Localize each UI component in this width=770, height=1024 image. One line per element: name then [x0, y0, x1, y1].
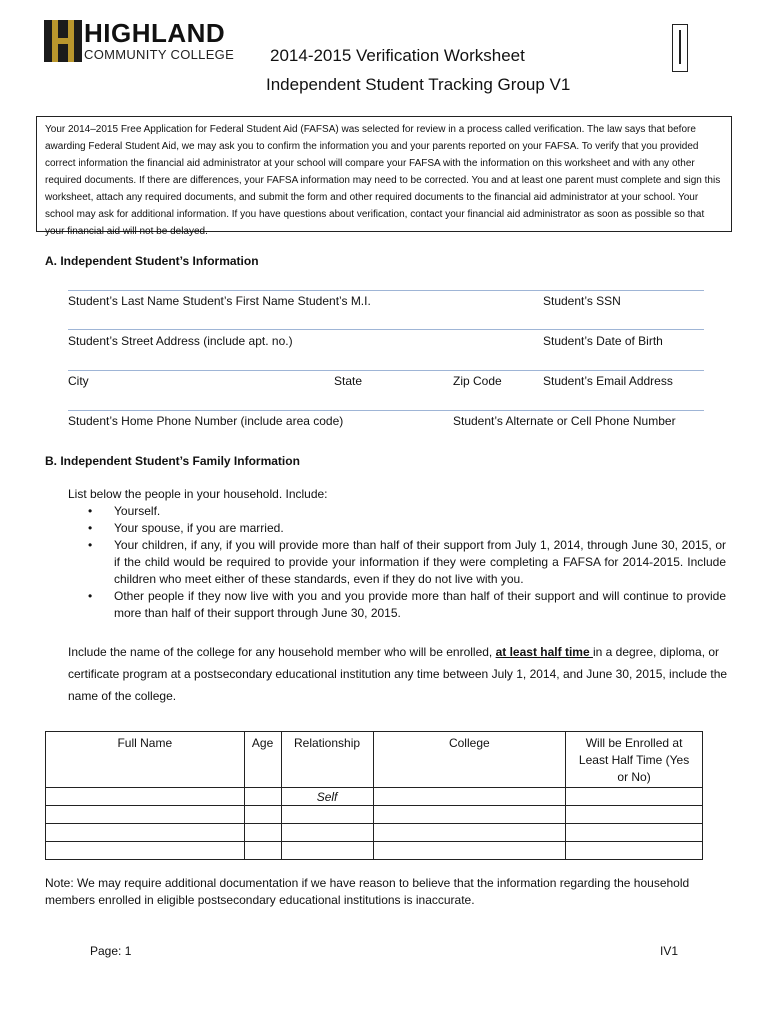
address-label: Student’s Street Address (include apt. no.) — [68, 334, 293, 348]
column-header-full-name: Full Name — [46, 732, 245, 788]
city-field-line[interactable] — [68, 370, 704, 371]
household-bullet-list — [86, 503, 726, 622]
bullet-item: • Yourself. — [86, 503, 726, 520]
email-label: Student’s Email Address — [543, 374, 673, 388]
state-label: State — [334, 374, 363, 388]
household-list-intro: List below the people in your household. Include: — [68, 487, 328, 501]
name-field-line[interactable] — [68, 290, 704, 291]
table-row — [46, 806, 703, 824]
phone-label: Student’s Home Phone Number (include area code) — [68, 414, 344, 428]
page-number: Page: 1 — [90, 944, 132, 958]
table-header-row — [46, 732, 703, 788]
table-row — [46, 842, 703, 860]
address-field-line[interactable] — [68, 329, 704, 330]
instruction-text-end: in a degree, diploma, or certificate program at a postsecondary educational institution any time between July 1, 2014, and June 30, 2015, include the name of the college. — [68, 645, 728, 703]
ssn-label: Student’s SSN — [543, 294, 621, 308]
column-header-enrolled: Will be Enrolled at Least Half Time (Yes or No) — [566, 732, 703, 788]
table-row — [46, 824, 703, 842]
documentation-note: Note: We may require additional documentation if we have reason to believe that the information regarding the household members enrolled in eligible postsecondary educational institutions is inaccurate. — [45, 876, 690, 907]
section-a-heading: A. Independent Student’s Information — [45, 254, 259, 268]
college-logo-subtitle: COMMUNITY COLLEGE — [84, 47, 235, 62]
city-label: City — [68, 374, 89, 388]
section-b-heading: B. Independent Student’s Family Information — [45, 454, 300, 468]
page-subtitle: Independent Student Tracking Group V1 — [266, 75, 571, 94]
phone-field-line[interactable] — [68, 410, 704, 411]
bullet-item: • Other people if they now live with you and you provide more than half of their support and will continue to provide more than half of their support through June 30, 2015. — [86, 588, 726, 622]
enrolled-cell[interactable] — [566, 842, 703, 860]
college-cell[interactable] — [373, 824, 566, 842]
age-cell[interactable] — [244, 806, 281, 824]
enrolled-cell[interactable] — [566, 788, 703, 806]
full-name-cell[interactable] — [46, 842, 245, 860]
college-cell[interactable] — [373, 806, 566, 824]
table-row — [46, 788, 703, 806]
full-name-cell[interactable] — [46, 806, 245, 824]
relationship-cell[interactable]: Self — [281, 788, 373, 806]
bullet-item: • Your spouse, if you are married. — [86, 520, 726, 537]
age-cell[interactable] — [244, 824, 281, 842]
dob-label: Student’s Date of Birth — [543, 334, 663, 348]
college-logo-mark — [44, 20, 82, 62]
household-table — [45, 731, 703, 860]
alt-phone-label: Student’s Alternate or Cell Phone Number — [453, 414, 676, 428]
college-cell[interactable] — [373, 788, 566, 806]
full-name-cell[interactable] — [46, 788, 245, 806]
form-code: IV1 — [660, 944, 679, 958]
full-name-cell[interactable] — [46, 824, 245, 842]
relationship-cell[interactable] — [281, 824, 373, 842]
form-code-mark — [679, 30, 681, 64]
college-instruction-paragraph — [68, 641, 728, 707]
column-header-age: Age — [244, 732, 281, 788]
page-title: 2014-2015 Verification Worksheet — [270, 46, 525, 65]
zip-label: Zip Code — [453, 374, 502, 388]
column-header-college: College — [373, 732, 566, 788]
intro-box: Your 2014–2015 Free Application for Federal Student Aid (FAFSA) was selected for review in a process called verification. The law says that before awarding Federal Student Aid, we may ask you to confirm the information you and your parents reported on your FAFSA. To verify that you provided correct information the financial aid administrator at your school will compare your FAFSA with the information on this worksheet and with any other required documents. If there are differences, your FAFSA information may need to be corrected. You and at least one parent must complete and sign this worksheet, attach any required documents, and submit the form and other required documents to the financial aid administrator at your school. Your school may ask for additional information. If you have questions about verification, contact your financial aid administrator as soon as possible so that your financial aid will not be delayed. — [36, 116, 732, 232]
relationship-cell[interactable] — [281, 842, 373, 860]
instruction-text-start: Include the name of the college for any household member who will be enrolled, — [68, 645, 496, 659]
bullet-item: • Your children, if any, if you will provide more than half of their support from July 1, 2014, through June 30, 2015, or if the child would be required to provide your information if they were completing a FAFSA for 2014-2015. Include children who meet either of these standards, even if they do not live with you. — [86, 537, 726, 588]
college-logo-name: HIGHLAND — [84, 18, 226, 48]
age-cell[interactable] — [244, 788, 281, 806]
enrolled-cell[interactable] — [566, 806, 703, 824]
college-cell[interactable] — [373, 842, 566, 860]
age-cell[interactable] — [244, 842, 281, 860]
column-header-relationship: Relationship — [281, 732, 373, 788]
name-label: Student’s Last Name Student’s First Name Student’s M.I. — [68, 294, 371, 308]
instruction-emphasis: at least half time — [495, 645, 593, 659]
relationship-cell[interactable] — [281, 806, 373, 824]
enrolled-cell[interactable] — [566, 824, 703, 842]
